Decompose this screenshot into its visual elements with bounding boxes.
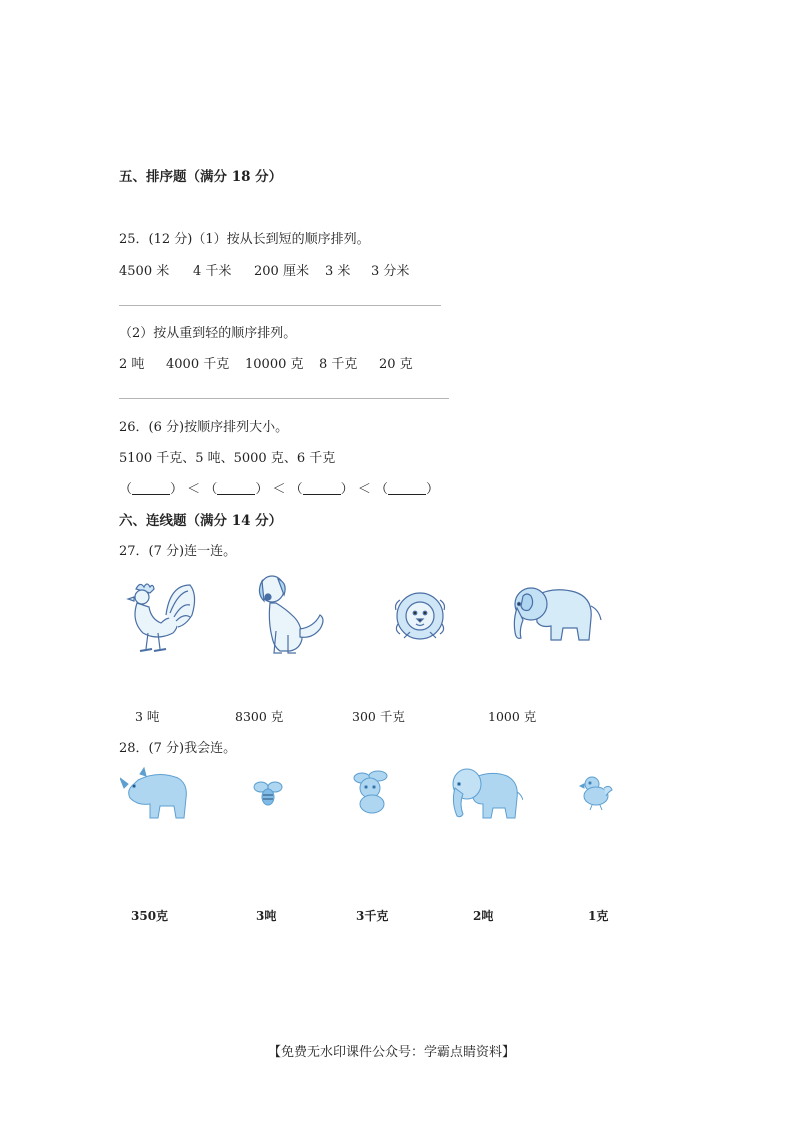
- answer-blank[interactable]: [217, 482, 255, 495]
- dog-picture[interactable]: [252, 571, 334, 661]
- less-than-sign: ＜: [357, 482, 371, 497]
- footer-note: 【免费无水印课件公众号：学霸点睛资料】: [268, 1045, 516, 1060]
- q28-weight-label[interactable]: 3千克: [356, 909, 389, 923]
- question-25-header: 25．(12 分)（1）按从长到短的顺序排列。: [119, 232, 370, 247]
- q25-item: 4 千米: [193, 264, 232, 279]
- question-27-header: 27．(7 分)连一连。: [119, 544, 237, 559]
- paren: （: [119, 482, 133, 497]
- paren: （: [374, 482, 388, 497]
- paren: （: [289, 482, 303, 497]
- q28-weight-label[interactable]: 2吨: [473, 909, 494, 923]
- q27-weight-label[interactable]: 3 吨: [135, 709, 160, 724]
- q28-weight-label[interactable]: 1克: [588, 909, 609, 923]
- chick-picture[interactable]: [578, 774, 614, 812]
- q25-item: 3 分米: [371, 264, 410, 279]
- section-five-title: 五、排序题（满分 18 分）: [119, 169, 283, 185]
- q25-item: 200 厘米: [254, 264, 309, 279]
- elephant-picture[interactable]: [447, 766, 523, 824]
- rabbit-picture[interactable]: [352, 770, 392, 814]
- q27-weight-label[interactable]: 300 千克: [352, 709, 405, 724]
- lion-picture[interactable]: [386, 590, 452, 646]
- q28-weight-label[interactable]: 350克: [131, 909, 169, 923]
- paren: ）: [255, 482, 269, 497]
- answer-blank[interactable]: [388, 482, 426, 495]
- rhinoceros-picture[interactable]: [120, 766, 192, 824]
- comparison-row: [119, 478, 439, 497]
- question-28-header: 28．(7 分)我会连。: [119, 741, 237, 756]
- q25-item: 2 吨: [119, 357, 145, 372]
- elephant-picture[interactable]: [505, 582, 603, 652]
- answer-blank[interactable]: [303, 482, 341, 495]
- answer-line[interactable]: [119, 398, 449, 399]
- answer-blank[interactable]: [132, 482, 170, 495]
- q27-weight-label[interactable]: 8300 克: [235, 709, 284, 724]
- q27-weight-label[interactable]: 1000 克: [488, 709, 537, 724]
- rooster-picture[interactable]: [118, 575, 200, 657]
- less-than-sign: ＜: [272, 482, 286, 497]
- q25-item: 20 克: [379, 357, 413, 372]
- bee-picture[interactable]: [253, 779, 283, 807]
- question-25-part2: （2）按从重到轻的顺序排列。: [119, 326, 297, 341]
- q25-item: 8 千克: [319, 357, 358, 372]
- q25-item: 3 米: [325, 264, 351, 279]
- paren: ）: [340, 482, 354, 497]
- q25-item: 10000 克: [245, 357, 304, 372]
- q25-item: 4000 千克: [166, 357, 230, 372]
- question-26-header: 26．(6 分)按顺序排列大小。: [119, 420, 289, 435]
- section-six-title: 六、连线题（满分 14 分）: [119, 513, 283, 529]
- paren: ）: [170, 482, 184, 497]
- question-26-items: 5100 千克、5 吨、5000 克、6 千克: [119, 451, 336, 466]
- paren: ）: [426, 482, 440, 497]
- paren: （: [204, 482, 218, 497]
- q28-weight-label[interactable]: 3吨: [256, 909, 277, 923]
- answer-line[interactable]: [119, 305, 441, 306]
- less-than-sign: ＜: [187, 482, 201, 497]
- q25-item: 4500 米: [119, 264, 170, 279]
